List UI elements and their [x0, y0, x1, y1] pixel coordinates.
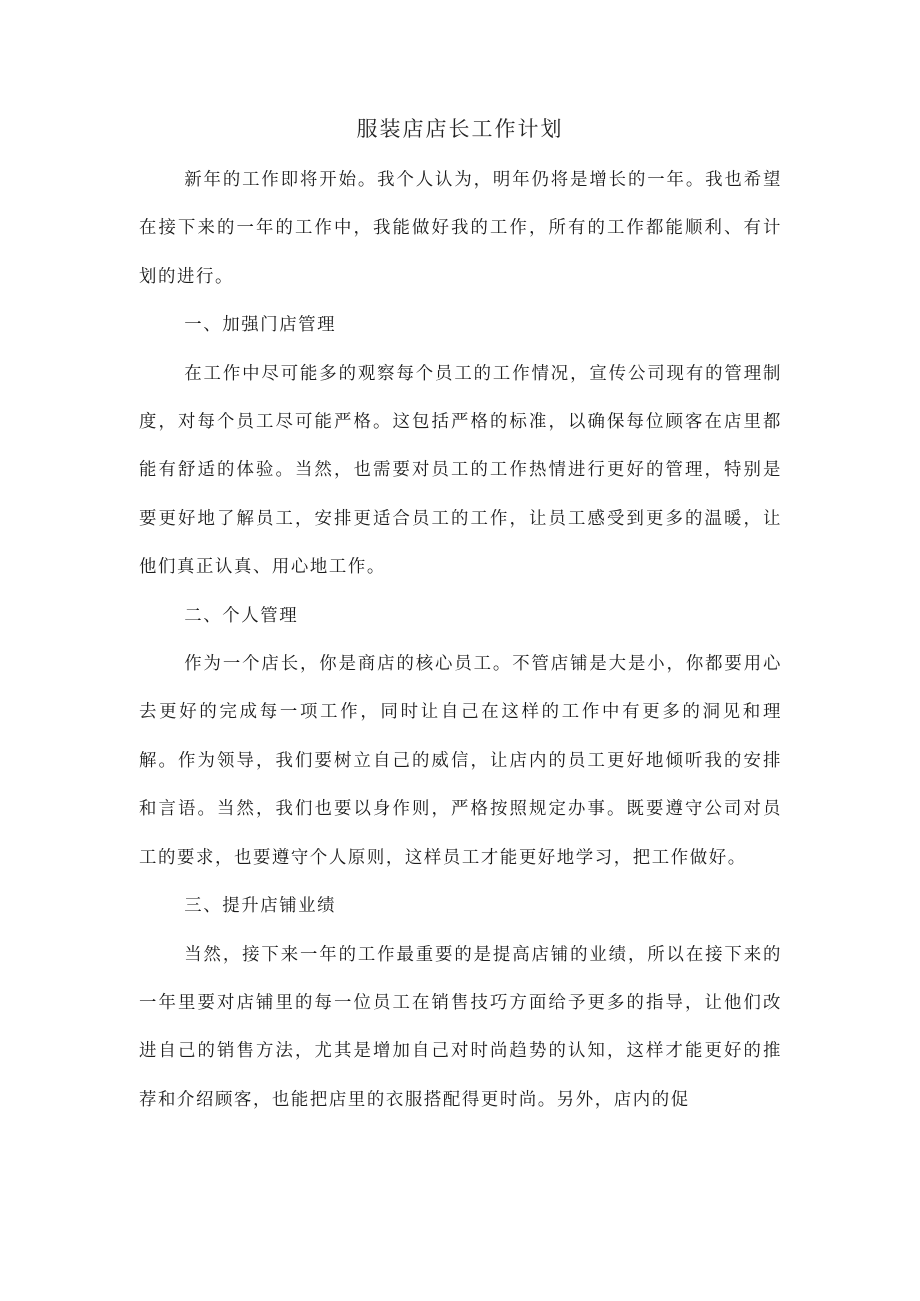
section-heading-1: 一、加强门店管理	[184, 315, 337, 336]
section-heading-2: 二、个人管理	[184, 605, 299, 626]
document-body	[139, 156, 782, 1124]
paragraph-store-management: 在工作中尽可能多的观察每个员工的工作情况，宣传公司现有的管理制度，对每个员工尽可能严格。这包括严格的标准，以确保每位顾客在店里都能有舒适的体验。当然，也需要对员工的工作热情进行更好的管理，特别是要更好地了解员工，安排更适合员工的工作，让员工感受到更多的温暖，让他们真正认真、用心地工作。	[139, 363, 782, 578]
paragraph-personal-management: 作为一个店长，你是商店的核心员工。不管店铺是大是小，你都要用心去更好的完成每一项工作，同时让自己在这样的工作中有更多的洞见和理解。作为领导，我们要树立自己的威信，让店内的员工更好地倾听我的安排和言语。当然，我们也要以身作则，严格按照规定办事。既要遵守公司对员工的要求，也要遵守个人原则，这样员工才能更好地学习，把工作做好。	[139, 654, 782, 868]
paragraph-performance: 当然，接下来一年的工作最重要的是提高店铺的业绩，所以在接下来的一年里要对店铺里的每一位员工在销售技巧方面给予更多的指导，让他们改进自己的销售方法，尤其是增加自己对时尚趋势的认知，这样才能更好的推荐和介绍顾客，也能把店里的衣服搭配得更时尚。另外，店内的促	[139, 944, 782, 1110]
paragraph-intro: 新年的工作即将开始。我个人认为，明年仍将是增长的一年。我也希望在接下来的一年的工作中，我能做好我的工作，所有的工作都能顺利、有计划的进行。	[139, 170, 782, 287]
document-title: 服装店店长工作计划	[356, 117, 564, 141]
section-heading-3: 三、提升店铺业绩	[184, 896, 337, 917]
